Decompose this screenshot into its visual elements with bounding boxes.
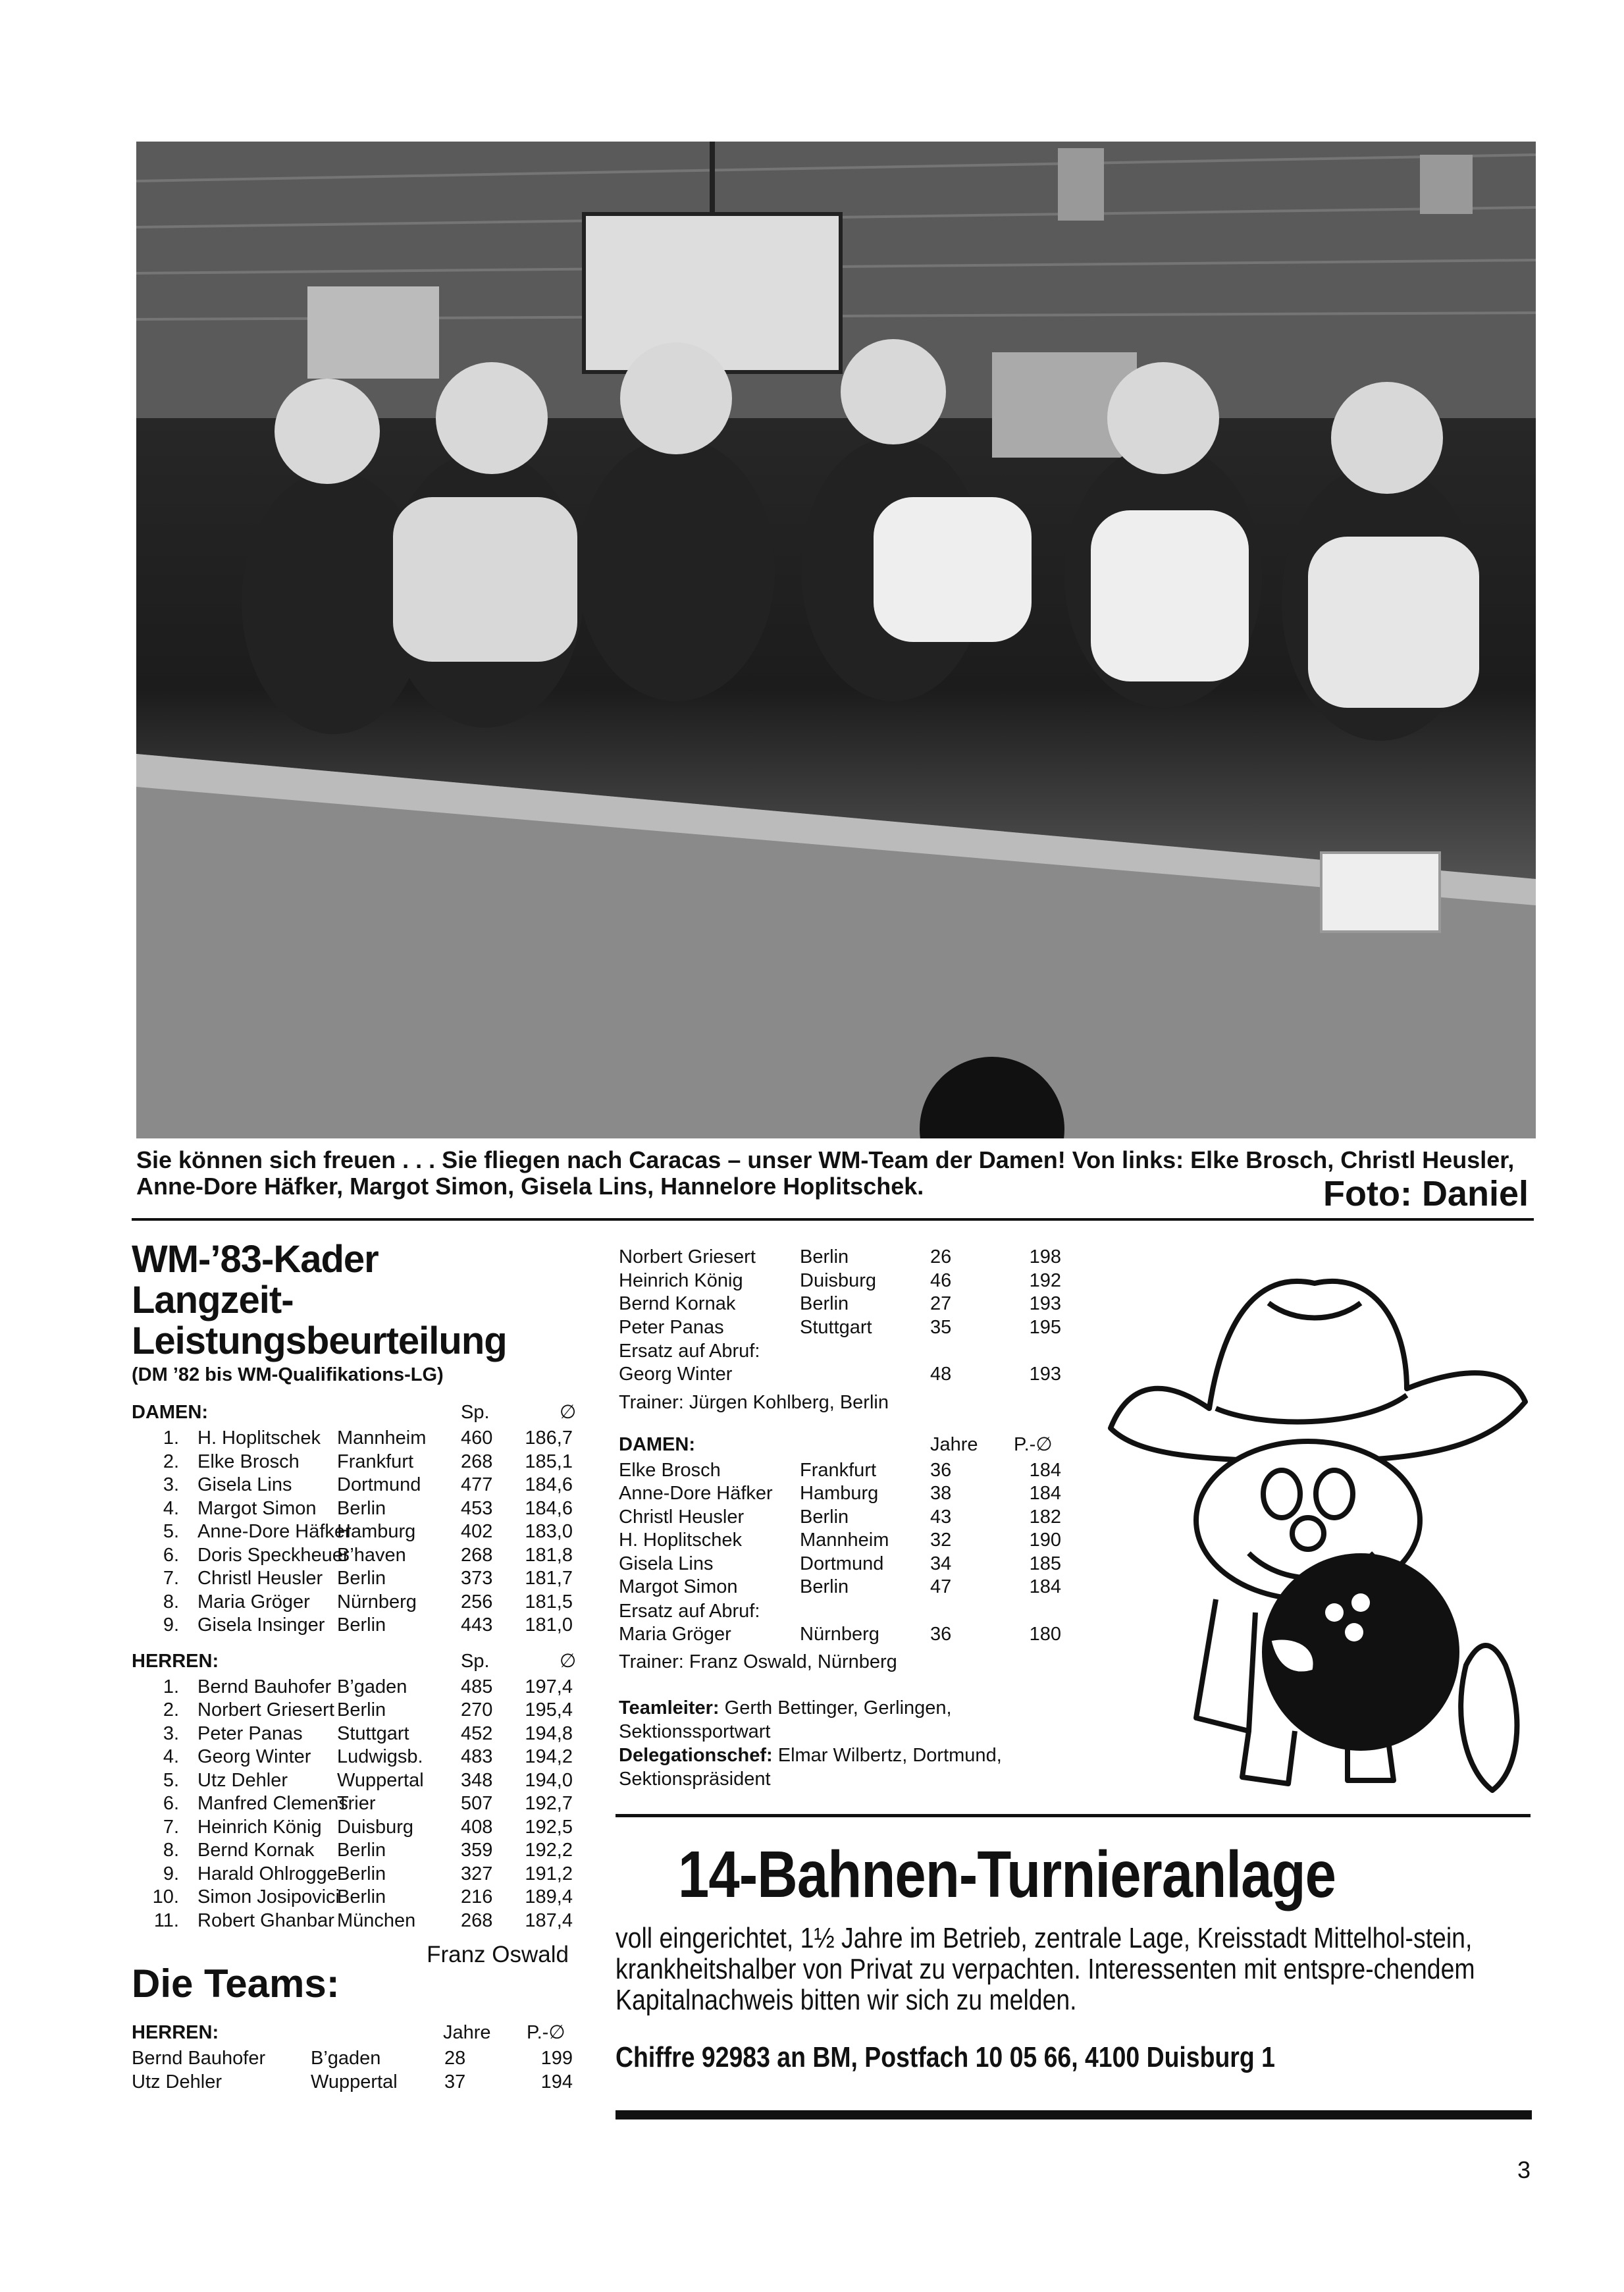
club: Wuppertal (311, 2071, 398, 2092)
player-name: Bernd Kornak (197, 1840, 315, 1861)
rank: 3. (163, 1474, 179, 1495)
rank: 2. (163, 1451, 179, 1472)
ranking-row (132, 1722, 573, 1746)
player-name: Heinrich König (619, 1269, 743, 1291)
average: 189,4 (525, 1886, 573, 1907)
games: 270 (461, 1699, 493, 1720)
herren-ranking-table (132, 1676, 573, 1933)
club: B’haven (337, 1544, 406, 1566)
ranking-row (132, 1474, 573, 1497)
games: 256 (461, 1591, 493, 1612)
teams-damen-header (619, 1430, 1066, 1459)
middle-divider (616, 1814, 1531, 1817)
kader-title-line2: Langzeit- (132, 1279, 294, 1321)
club: Berlin (800, 1293, 849, 1314)
age: 32 (930, 1530, 952, 1551)
club: Frankfurt (337, 1451, 414, 1472)
average: 194,0 (525, 1769, 573, 1791)
section-label: HERREN: (132, 1650, 219, 1672)
damen-ranking-header (132, 1398, 577, 1427)
rank: 10. (152, 1886, 179, 1907)
age: 36 (930, 1459, 952, 1481)
photo-credit: Foto: Daniel (1323, 1174, 1529, 1213)
page-number: 3 (1517, 2156, 1531, 2183)
player-name: Bernd Bauhofer (197, 1676, 332, 1697)
player-name: Manfred Clemens (197, 1793, 348, 1814)
average: 184 (1029, 1483, 1061, 1504)
club: Mannheim (337, 1427, 427, 1449)
club: Berlin (800, 1246, 849, 1267)
games: 483 (461, 1746, 493, 1767)
average: 180 (1029, 1623, 1061, 1645)
average: 194,2 (525, 1746, 573, 1767)
team-row (619, 1459, 1061, 1483)
player-name: Christl Heusler (197, 1568, 323, 1589)
player-name: Peter Panas (197, 1722, 303, 1744)
ranking-row (132, 1746, 573, 1769)
column-header: ∅ (560, 1650, 577, 1672)
rank: 1. (163, 1676, 179, 1697)
rank: 8. (163, 1591, 179, 1612)
average: 181,5 (525, 1591, 573, 1612)
player-name: Utz Dehler (197, 1769, 288, 1791)
player-name: H. Hoplitschek (619, 1530, 742, 1551)
average: 184 (1029, 1459, 1061, 1481)
club: Berlin (800, 1506, 849, 1528)
club: B’gaden (337, 1676, 407, 1697)
club: Nürnberg (337, 1591, 417, 1612)
rank: 6. (163, 1793, 179, 1814)
ranking-row (132, 1451, 573, 1474)
games: 443 (461, 1614, 493, 1636)
column-header: ∅ (560, 1402, 577, 1423)
kader-title-line1: WM-’83-Kader (132, 1238, 379, 1281)
ersatz-row (619, 1363, 1066, 1387)
age: 48 (930, 1364, 952, 1385)
player-name: Utz Dehler (132, 2071, 222, 2092)
photo-caption: Sie können sich freuen . . . Sie fliegen nach Caracas – unser WM-Team der Damen! Von links: Elke Brosch, Christl Heusler, Anne-Dore Häfker, Margot Simon, Gisela Lins, Hannelore Hoplitschek. (136, 1146, 1515, 1200)
trainer-damen: Trainer: Franz Oswald, Nürnberg (619, 1651, 897, 1672)
average: 184,6 (525, 1497, 573, 1519)
player-name: Christl Heusler (619, 1506, 745, 1528)
games: 268 (461, 1451, 493, 1472)
damen-ranking-table (132, 1427, 573, 1638)
team-row (132, 2071, 573, 2094)
club: Berlin (337, 1497, 386, 1519)
ranking-row (132, 1909, 573, 1933)
club: Dortmund (800, 1553, 884, 1574)
player-name: Norbert Griesert (619, 1246, 756, 1267)
player-name: Robert Ghanbar (197, 1909, 334, 1931)
club: Stuttgart (800, 1316, 872, 1338)
age: 46 (930, 1269, 952, 1291)
ersatz-label: Ersatz auf Abruf: (619, 1341, 760, 1362)
average: 181,7 (525, 1568, 573, 1589)
ad-contact: Chiffre 92983 an BM, Postfach 10 05 66, 4100 Duisburg 1 (616, 2041, 1275, 2073)
average: 191,2 (525, 1863, 573, 1884)
author-name: Franz Oswald (427, 1942, 569, 1967)
club: Berlin (800, 1576, 849, 1597)
herren-ranking-header (132, 1647, 577, 1676)
player-name: Maria Gröger (197, 1591, 310, 1612)
games: 348 (461, 1769, 493, 1791)
cowboy-bowler-cartoon (1097, 1244, 1538, 1803)
ranking-row (132, 1427, 573, 1451)
player-name: Anne-Dore Häfker (619, 1483, 773, 1504)
player-name: Gisela Lins (619, 1553, 714, 1574)
club: Ludwigsb. (337, 1746, 423, 1767)
average: 195 (1029, 1316, 1061, 1338)
column-header: Sp. (461, 1650, 490, 1672)
club: Mannheim (800, 1530, 889, 1551)
ranking-row (132, 1792, 573, 1816)
ranking-row (132, 1839, 573, 1863)
ranking-row (132, 1567, 573, 1591)
club: Berlin (337, 1568, 386, 1589)
average: 187,4 (525, 1909, 573, 1931)
average: 193 (1029, 1364, 1061, 1385)
player-name: Harald Ohlrogge (197, 1863, 338, 1884)
average: 186,7 (525, 1427, 573, 1449)
average: 181,8 (525, 1544, 573, 1566)
team-photo (136, 142, 1536, 1138)
average: 194,8 (525, 1722, 573, 1744)
average: 192 (1029, 1269, 1061, 1291)
team-row (619, 1269, 1061, 1293)
games: 477 (461, 1474, 493, 1495)
age: 27 (930, 1293, 952, 1314)
teamleiter-label: Teamleiter: (619, 1697, 720, 1719)
column-header: Jahre (443, 2022, 491, 2043)
games: 485 (461, 1676, 493, 1697)
club: Frankfurt (800, 1459, 877, 1481)
age: 36 (930, 1623, 952, 1645)
photo-illustration (136, 142, 1536, 1138)
team-row (619, 1316, 1061, 1340)
age: 37 (444, 2071, 466, 2092)
player-name: Gisela Lins (197, 1474, 292, 1495)
team-row (619, 1246, 1061, 1269)
player-name: Anne-Dore Häfker (197, 1521, 352, 1542)
age: 43 (930, 1506, 952, 1528)
player-name: Georg Winter (197, 1746, 311, 1767)
ranking-row (132, 1497, 573, 1521)
games: 507 (461, 1793, 493, 1814)
rank: 8. (163, 1840, 179, 1861)
age: 35 (930, 1316, 952, 1338)
club: München (337, 1909, 416, 1931)
kader-subtitle: (DM ’82 bis WM-Qualifikations-LG) (132, 1364, 444, 1385)
games: 373 (461, 1568, 493, 1589)
age: 38 (930, 1483, 952, 1504)
ranking-row (132, 1699, 573, 1722)
column-header: Jahre (930, 1433, 978, 1455)
player-name: H. Hoplitschek (197, 1427, 321, 1449)
age: 47 (930, 1576, 952, 1597)
age: 28 (444, 2048, 466, 2069)
club: Wuppertal (337, 1769, 424, 1791)
player-name: Doris Speckheuer (197, 1544, 350, 1566)
team-row (619, 1506, 1061, 1530)
kader-title-line3: Leistungsbeurteilung (132, 1319, 507, 1362)
ranking-row (132, 1676, 573, 1699)
delegation-value: Elmar Wilbertz, Dortmund, Sektionspräsident (619, 1745, 1002, 1790)
player-name: Elke Brosch (619, 1459, 721, 1481)
rank: 1. (163, 1427, 179, 1449)
delegation-info (619, 1744, 1014, 1791)
player-name: Bernd Kornak (619, 1293, 736, 1314)
rank: 9. (163, 1863, 179, 1884)
club: Duisburg (800, 1269, 877, 1291)
ranking-row (132, 1591, 573, 1614)
player-name: Simon Josipovici (197, 1886, 340, 1907)
rank: 4. (163, 1746, 179, 1767)
team-row (619, 1529, 1061, 1553)
games: 327 (461, 1863, 493, 1884)
team-row (619, 1293, 1061, 1316)
player-name: Heinrich König (197, 1816, 322, 1838)
rank: 5. (163, 1769, 179, 1791)
column-header: Sp. (461, 1402, 490, 1423)
team-row (619, 1363, 1061, 1387)
games: 452 (461, 1722, 493, 1744)
rank: 7. (163, 1568, 179, 1589)
average: 193 (1029, 1293, 1061, 1314)
player-name: Norbert Griesert (197, 1699, 334, 1720)
teamleiter-value: Gerth Bettinger, Gerlingen, Sektionssportwart (619, 1697, 952, 1742)
club: Hamburg (800, 1483, 879, 1504)
team-row (619, 1576, 1061, 1599)
ranking-row (132, 1520, 573, 1544)
player-name: Maria Gröger (619, 1623, 731, 1645)
caption-divider (132, 1218, 1534, 1221)
team-row (619, 1623, 1061, 1647)
team-row (132, 2047, 573, 2071)
team-row (619, 1553, 1061, 1576)
rank: 11. (153, 1909, 179, 1931)
games: 460 (461, 1427, 493, 1449)
average: 197,4 (525, 1676, 573, 1697)
average: 199 (540, 2048, 573, 2069)
rank: 9. (163, 1614, 179, 1636)
teams-damen-table (619, 1459, 1066, 1599)
average: 182 (1029, 1506, 1061, 1528)
average: 190 (1029, 1530, 1061, 1551)
ranking-row (132, 1886, 573, 1909)
rank: 7. (163, 1816, 179, 1838)
teams-title: Die Teams: (132, 1961, 340, 2006)
teams-column (619, 1246, 1066, 1791)
club: Dortmund (337, 1474, 421, 1495)
delegation-label: Delegationschef: (619, 1745, 773, 1766)
ersatz-label: Ersatz auf Abruf: (619, 1600, 760, 1622)
ranking-row (132, 1816, 573, 1840)
column-header: P.-∅ (1014, 1433, 1053, 1455)
club: Berlin (337, 1840, 386, 1861)
rank: 6. (163, 1544, 179, 1566)
player-name: Elke Brosch (197, 1451, 300, 1472)
team-row (619, 1482, 1061, 1506)
games: 408 (461, 1816, 493, 1838)
club: Trier (337, 1793, 376, 1814)
teams-herren-table (132, 2047, 573, 2094)
player-name: Gisela Insinger (197, 1614, 325, 1636)
average: 192,5 (525, 1816, 573, 1838)
ranking-row (132, 1614, 573, 1638)
club: Nürnberg (800, 1623, 879, 1645)
rank: 2. (163, 1699, 179, 1720)
games: 453 (461, 1497, 493, 1519)
age: 34 (930, 1553, 952, 1574)
player-name: Peter Panas (619, 1316, 724, 1338)
ranking-row (132, 1769, 573, 1793)
average: 198 (1029, 1246, 1061, 1267)
rank: 3. (163, 1722, 179, 1744)
average: 183,0 (525, 1521, 573, 1542)
ersatz-row (619, 1623, 1066, 1647)
rank: 4. (163, 1497, 179, 1519)
kader-column (132, 1238, 577, 2094)
teams-herren-table-continued (619, 1246, 1066, 1339)
average: 185,1 (525, 1451, 573, 1472)
teams-herren-header (132, 2018, 573, 2047)
rank: 5. (163, 1521, 179, 1542)
trainer-herren: Trainer: Jürgen Kohlberg, Berlin (619, 1391, 889, 1413)
average: 181,0 (525, 1614, 573, 1636)
average: 195,4 (525, 1699, 573, 1720)
ad-bottom-bar (616, 2110, 1532, 2119)
average: 184,6 (525, 1474, 573, 1495)
section-label: DAMEN: (619, 1433, 695, 1455)
club: Berlin (337, 1699, 386, 1720)
club: Duisburg (337, 1816, 414, 1838)
club: Berlin (337, 1863, 386, 1884)
games: 402 (461, 1521, 493, 1542)
column-header: P.-∅ (527, 2022, 565, 2043)
average: 192,7 (525, 1793, 573, 1814)
player-name: Georg Winter (619, 1364, 733, 1385)
section-label: HERREN: (132, 2022, 219, 2043)
club: Stuttgart (337, 1722, 409, 1744)
ad-headline: 14-Bahnen-Turnieranlage (678, 1838, 1336, 1911)
club: Berlin (337, 1614, 386, 1636)
average: 194 (540, 2071, 573, 2092)
player-name: Bernd Bauhofer (132, 2048, 266, 2069)
games: 216 (461, 1886, 493, 1907)
average: 192,2 (525, 1840, 573, 1861)
ranking-row (132, 1863, 573, 1886)
club: Hamburg (337, 1521, 416, 1542)
games: 268 (461, 1544, 493, 1566)
club: B’gaden (311, 2048, 381, 2069)
player-name: Margot Simon (619, 1576, 738, 1597)
teamleiter-info (619, 1696, 987, 1744)
age: 26 (930, 1246, 952, 1267)
ranking-row (132, 1544, 573, 1568)
club: Berlin (337, 1886, 386, 1907)
average: 185 (1029, 1553, 1061, 1574)
average: 184 (1029, 1576, 1061, 1597)
section-label: DAMEN: (132, 1402, 208, 1423)
games: 359 (461, 1840, 493, 1861)
ad-body: voll eingerichtet, 1½ Jahre im Betrieb, zentrale Lage, Kreisstadt Mittelhol-stein, krankheitshalber von Privat zu verpachten. Interessenten mit entspre-chendem Kapitalnachweis bitten wir sich zu melden. (616, 1922, 1475, 2016)
player-name: Margot Simon (197, 1497, 317, 1519)
games: 268 (461, 1909, 493, 1931)
